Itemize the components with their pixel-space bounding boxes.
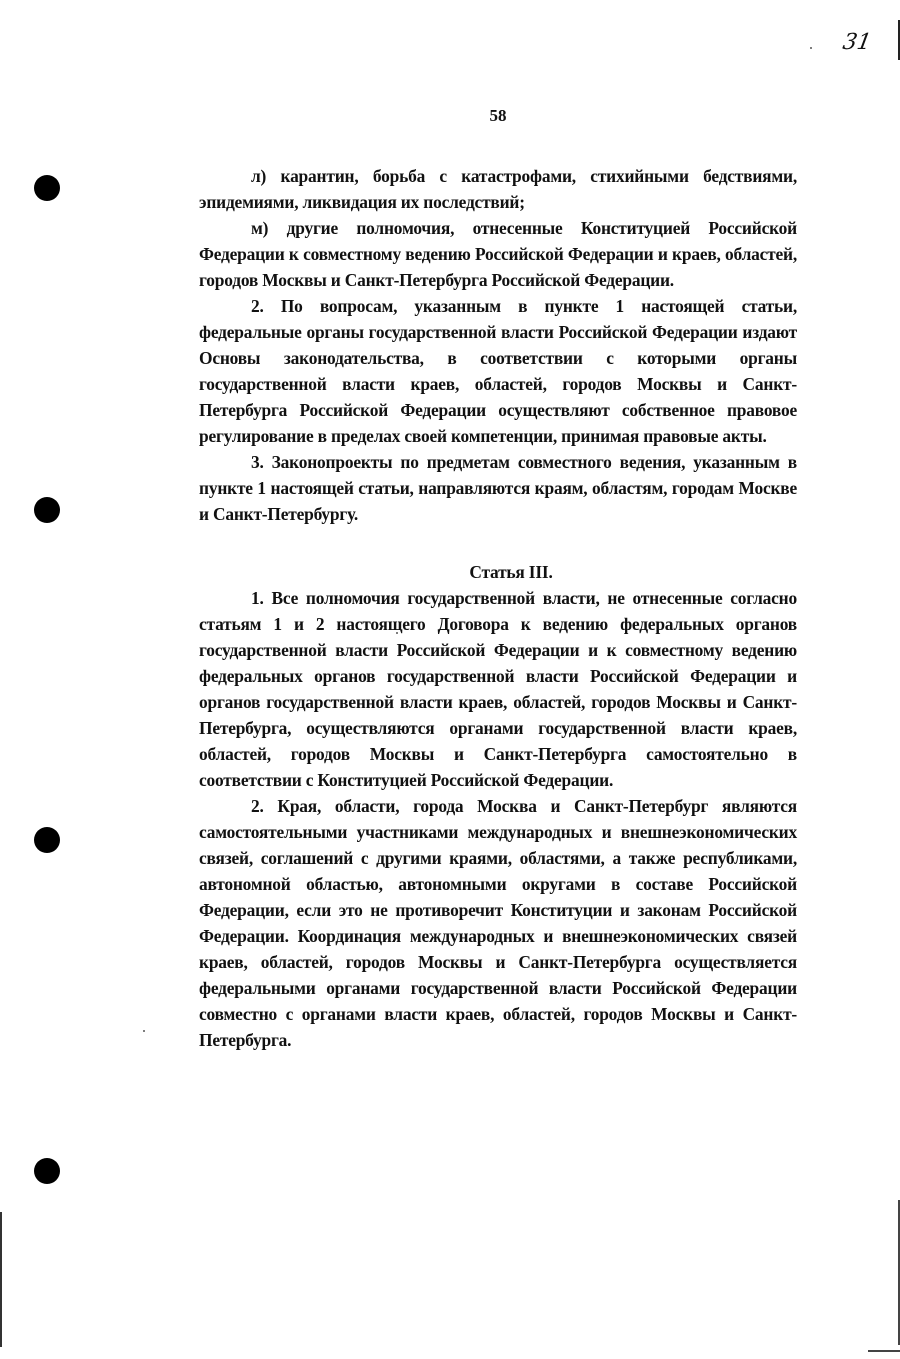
handwritten-sheet-number: 31 (840, 30, 874, 55)
scan-edge-bottom (868, 1350, 900, 1352)
scan-edge-left (0, 1212, 2, 1347)
punch-hole (34, 827, 60, 853)
document-body (199, 163, 797, 1053)
page-number: 58 (489, 106, 507, 125)
scan-speck (143, 1030, 145, 1032)
scan-speck (810, 47, 812, 49)
paragraph-item-l: л) карантин, борьба с катастрофами, стихийными бедствиями, эпидемиями, ликвидация их последствий; (199, 166, 797, 212)
punch-hole (34, 1158, 60, 1184)
article-heading: Статья III. (469, 562, 553, 582)
article-paragraph-1: 1. Все полномочия государственной власти, не отнесенные согласно статьям 1 и 2 настоящего Договора к ведению федеральных органов государственной власти Российской Федерации и к совместному ведению федеральных органов государственной власти Российской Федерации и органов государственной власти краев, областей, городов Москвы и Санкт-Петербурга, осуществляются органами государственной власти краев, областей, городов Москвы и Санкт-Петербурга самостоятельно в соответствии с Конституцией Российской Федерации. (199, 588, 797, 790)
paragraph-item-m: м) другие полномочия, отнесенные Конституцией Российской Федерации к совместному ведению Российской Федерации и краев, областей, городов Москвы и Санкт-Петербурга Российской Федерации. (199, 218, 797, 290)
punch-hole (34, 497, 60, 523)
article-paragraph-2: 2. Края, области, города Москва и Санкт-Петербург являются самостоятельными участниками международных и внешнеэкономических связей, соглашений с другими краями, областями, а также республиками, автономной областью, автономными округами в составе Российской Федерации, если это не противоречит Конституции и законам Российской Федерации. Координация международных и внешнеэкономических связей краев, областей, городов Москвы и Санкт-Петербурга осуществляется федеральными органами государственной власти Российской Федерации совместно с органами власти краев, областей, городов Москвы и Санкт-Петербурга. (199, 796, 797, 1050)
paragraph-clause-3: 3. Законопроекты по предметам совместного ведения, указанным в пункте 1 настоящей статьи, направляются краям, областям, городам Москве и Санкт-Петербургу. (199, 452, 797, 524)
punch-hole (34, 175, 60, 201)
paragraph-clause-2: 2. По вопросам, указанным в пункте 1 настоящей статьи, федеральные органы государственной власти Российской Федерации издают Основы законодательства, в соответствии с которыми органы государственной власти краев, областей, городов Москвы и Санкт-Петербурга Российской Федерации осуществляют собственное правовое регулирование в пределах своей компетенции, принимая правовые акты. (199, 296, 797, 446)
